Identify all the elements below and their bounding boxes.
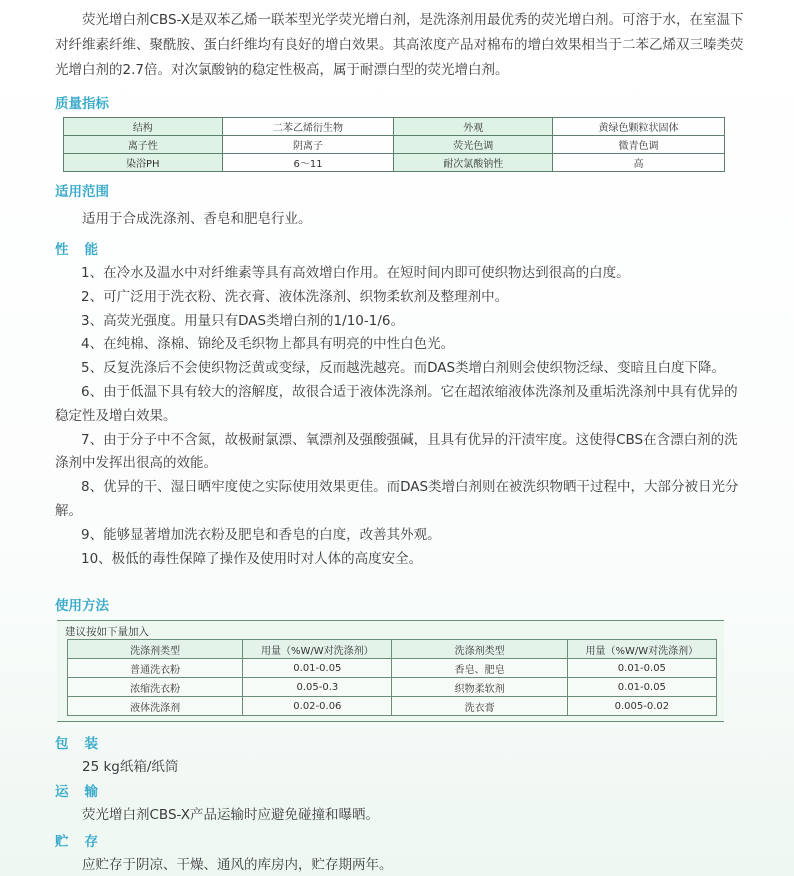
list-item: 10、极低的毒性保障了操作及使用时对人体的高度安全。 [81,550,423,567]
table-row [64,154,725,172]
usage-note: 建议按如下量加入 [65,626,149,638]
usage-panel [57,620,724,722]
table-cell: 6～11 [222,154,394,172]
table-cell: 香皂、肥皂 [392,659,567,678]
table-cell: 0.01-0.05 [243,659,392,678]
table-cell: 0.01-0.05 [567,659,716,678]
table-cell: 液体洗涤剂 [68,697,243,716]
list-item: 8、优异的干、湿日晒牢度使之实际使用效果更佳。而DAS类增白剂则在被洗织物晒干过程中，大部分被日光分解。 [55,479,739,519]
table-cell: 结构 [64,118,223,136]
table-cell: 微青色调 [553,136,725,154]
usage-table [67,639,717,716]
table-cell: 黄绿色颗粒状固体 [553,118,725,136]
table-cell: 耐次氯酸钠性 [394,154,553,172]
table-cell: 织物柔软剂 [392,678,567,697]
transport-heading: 运输 [55,784,114,800]
table-cell: 洗衣膏 [392,697,567,716]
table-cell: 0.005-0.02 [567,697,716,716]
list-item: 7、由于分子中不含氮，故极耐氯漂、氧漂剂及强酸强碱，且具有优异的汗渍牢度。这使得CBS在含漂白剂的洗涤剂中发挥出很高的效能。 [55,431,738,472]
table-header-cell: 洗涤剂类型 [68,640,243,659]
table-header-cell: 用量（%W/W对洗涤剂） [243,640,392,659]
intro-paragraph: 荧光增白剂CBS-X是双苯乙烯一联苯型光学荧光增白剂，是洗涤剂用最优秀的荧光增白剂。可溶于水，在室温下对纤维素纤维、聚酰胺、蛋白纤维均有良好的增白效果。其高浓度产品对棉布的增白效果相当于二苯乙烯双三嗪类荧光增白剂的2.7倍。对次氯酸钠的稳定性极高，属于耐漂白型的荧光增白剂。 [55,12,744,78]
usage-heading: 使用方法 [55,598,109,614]
table-cell: 0.05-0.3 [243,678,392,697]
table-cell: 0.02-0.06 [243,697,392,716]
storage-heading: 贮存 [55,834,114,850]
table-row [68,678,717,697]
list-item: 2、可广泛用于洗衣粉、洗衣膏、液体洗涤剂、织物柔软剂及整理剂中。 [81,288,509,305]
table-cell: 0.01-0.05 [567,678,716,697]
list-item: 9、能够显著增加洗衣粉及肥皂和香皂的白度，改善其外观。 [81,526,441,543]
packaging-heading: 包装 [55,736,114,752]
table-cell: 二苯乙烯衍生物 [222,118,394,136]
table-cell: 阴离子 [222,136,394,154]
performance-heading: 性能 [55,242,114,258]
table-row [68,697,717,716]
list-item: 1、在冷水及温水中对纤维素等具有高效增白作用。在短时间内即可使织物达到很高的白度。 [81,265,630,281]
storage-text: 应贮存于阴凉、干燥、通风的库房内，贮存期两年。 [82,857,393,873]
transport-text: 荧光增白剂CBS-X产品运输时应避免碰撞和曝晒。 [82,807,379,823]
table-cell: 染浴PH [64,154,223,172]
table-cell: 荧光色调 [394,136,553,154]
table-cell: 浓缩洗衣粉 [68,678,243,697]
scope-heading: 适用范围 [55,184,109,200]
table-header-row [68,640,717,659]
list-item: 5、反复洗涤后不会使织物泛黄或变绿，反而越洗越亮。而DAS类增白剂则会使织物泛绿、变暗且白度下降。 [81,360,726,377]
table-cell: 离子性 [64,136,223,154]
table-cell: 高 [553,154,725,172]
packaging-text: 25 kg纸箱/纸筒 [82,759,179,775]
scope-text: 适用于合成洗涤剂、香皂和肥皂行业。 [82,211,312,227]
table-header-cell: 用量（%W/W对洗涤剂） [567,640,716,659]
list-item: 4、在纯棉、涤棉、锦纶及毛织物上都具有明亮的中性白色光。 [81,336,455,353]
table-header-cell: 洗涤剂类型 [392,640,567,659]
performance-list [55,262,745,571]
quality-heading: 质量指标 [55,96,109,112]
quality-table [63,117,725,172]
list-item: 6、由于低温下具有较大的溶解度，故很合适于液体洗涤剂。它在超浓缩液体洗涤剂及重垢洗涤剂中具有优异的稳定性及增白效果。 [55,383,738,424]
table-row [68,659,717,678]
list-item: 3、高荧光强度。用量只有DAS类增白剂的1/10-1/6。 [81,312,404,329]
table-row [64,118,725,136]
table-cell: 外观 [394,118,553,136]
table-row [64,136,725,154]
table-cell: 普通洗衣粉 [68,659,243,678]
